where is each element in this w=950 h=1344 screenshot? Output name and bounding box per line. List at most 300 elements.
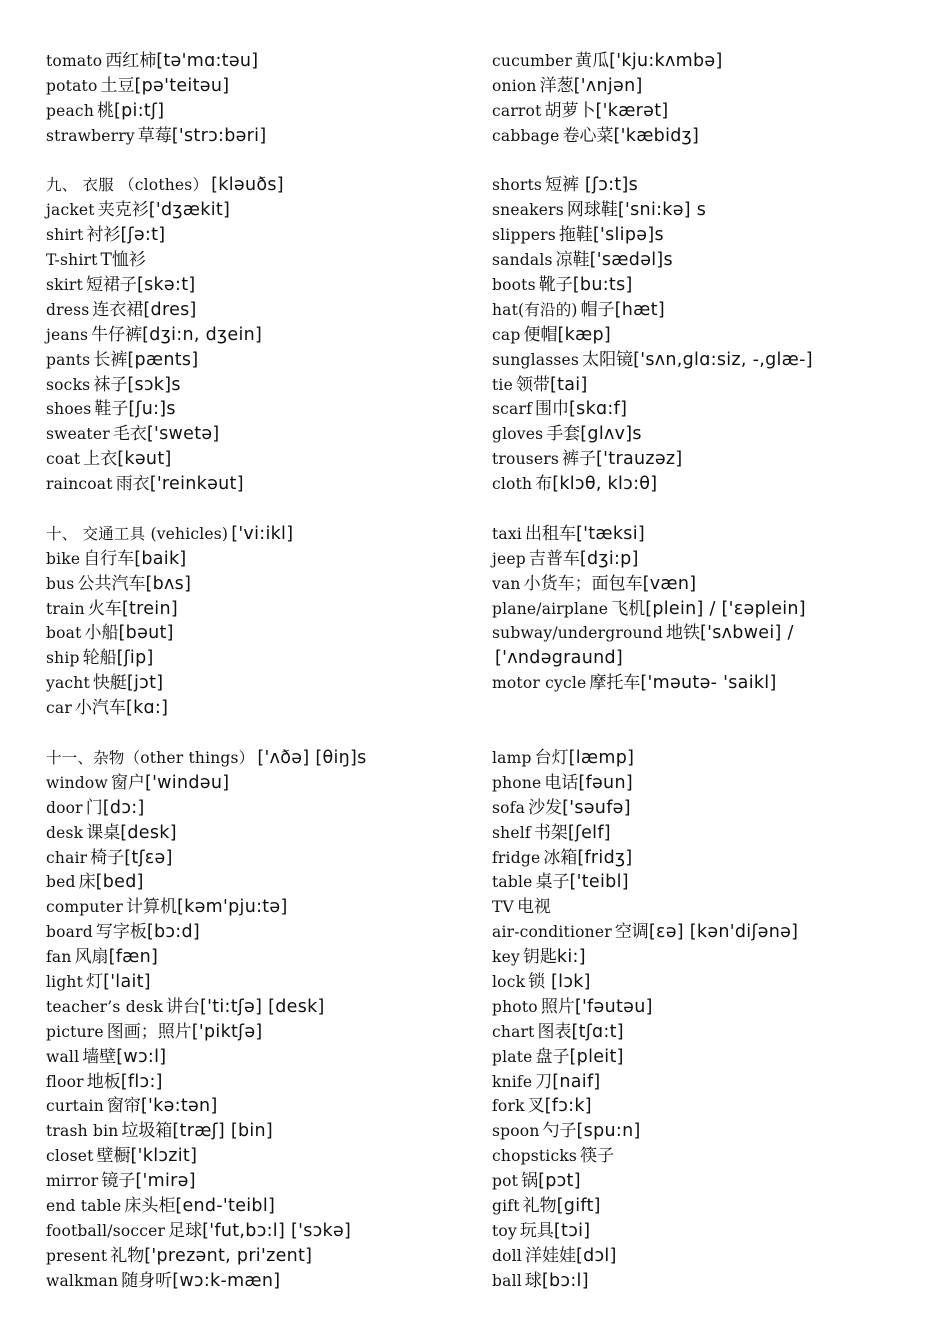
- english-word: train: [46, 599, 85, 618]
- chinese-meaning: 便帽: [523, 324, 558, 345]
- vocab-line: [46, 422, 476, 447]
- english-word: ball: [492, 1271, 522, 1290]
- chinese-meaning: 手套: [546, 424, 581, 445]
- chinese-meaning: 围巾: [535, 399, 570, 420]
- chinese-meaning: 图表: [537, 1021, 572, 1042]
- phonetic: ['səufə]: [562, 797, 631, 818]
- phonetic: [pə'teitəu]: [134, 75, 230, 96]
- blank-line: [492, 149, 942, 174]
- english-word: key: [492, 948, 520, 967]
- vocab-line: [46, 1269, 476, 1294]
- chinese-meaning: 窗帘: [106, 1096, 141, 1117]
- vocab-line: [492, 1144, 942, 1169]
- english-word: slippers: [492, 226, 556, 245]
- english-word: peach: [46, 101, 94, 120]
- phonetic: ['sædəl]s: [589, 250, 673, 271]
- blank-line: [492, 497, 942, 522]
- phonetic: [sɔk]s: [127, 374, 181, 395]
- english-word: curtain: [46, 1097, 104, 1116]
- left-column: [46, 49, 476, 1294]
- english-word: trash bin: [46, 1122, 119, 1141]
- english-word: boat: [46, 624, 82, 643]
- chinese-meaning: 台灯: [534, 747, 569, 768]
- phonetic: [pɔt]: [538, 1171, 581, 1192]
- phonetic: [kæp]: [557, 324, 612, 345]
- vocab-line: [46, 124, 476, 149]
- english-word: 十一、杂物（other things）: [46, 748, 255, 767]
- vocab-line: [46, 547, 476, 572]
- chinese-meaning: 电话: [544, 772, 579, 793]
- phonetic: ['piktʃə]: [191, 1021, 263, 1042]
- vocab-line: [492, 1094, 942, 1119]
- chinese-meaning: 图画；照片: [106, 1021, 192, 1042]
- phonetic: ['məutə- 'saikl]: [640, 673, 777, 694]
- vocab-line: [492, 223, 942, 248]
- vocab-line: [46, 397, 476, 422]
- english-word: desk: [46, 823, 84, 842]
- chinese-meaning: 刀: [535, 1071, 553, 1092]
- chinese-meaning: 玩具: [519, 1220, 554, 1241]
- english-word: van: [492, 574, 521, 593]
- english-word: door: [46, 798, 83, 817]
- phonetic: [ʃə:t]: [120, 225, 166, 246]
- vocab-line: [46, 248, 476, 273]
- english-word: shoes: [46, 400, 92, 419]
- vocab-line: [492, 621, 942, 646]
- english-word: motor cycle: [492, 674, 587, 693]
- phonetic: ['swetə]: [146, 424, 220, 445]
- chinese-meaning: 桃: [97, 100, 114, 121]
- vocab-line: [46, 1045, 476, 1070]
- english-word: socks: [46, 375, 91, 394]
- chinese-meaning: 盘子: [535, 1046, 570, 1067]
- chinese-meaning: 凉鞋: [555, 250, 590, 271]
- vocab-line: [492, 447, 942, 472]
- phonetic: [tə'mɑ:təu]: [156, 51, 259, 71]
- chinese-meaning: T恤衫: [100, 250, 146, 271]
- chinese-meaning: 黄瓜: [575, 51, 610, 71]
- phonetic: ['ʌndəgraund]: [495, 648, 624, 669]
- chinese-meaning: 书架: [533, 822, 568, 843]
- vocab-line: [492, 472, 942, 497]
- phonetic: [skə:t]: [136, 275, 196, 296]
- phonetic: [fəun]: [578, 772, 633, 793]
- english-word: light: [46, 972, 84, 991]
- vocab-line: [46, 198, 476, 223]
- english-word: sandals: [492, 251, 553, 270]
- english-word: photo: [492, 997, 538, 1016]
- phonetic: [kəm'pju:tə]: [177, 897, 288, 918]
- vocab-line: [492, 945, 942, 970]
- english-word: dress: [46, 300, 90, 319]
- phonetic: [dɔl]: [575, 1245, 617, 1266]
- phonetic: [flɔ:]: [120, 1071, 163, 1092]
- chinese-meaning: 毛衣: [112, 424, 147, 445]
- english-word: onion: [492, 76, 537, 95]
- phonetic: [ʃɔ:t]s: [579, 175, 639, 196]
- english-word: knife: [492, 1072, 533, 1091]
- vocab-line: [492, 49, 942, 74]
- chinese-meaning: 礼物: [522, 1195, 557, 1216]
- phonetic: [ʃip]: [116, 648, 154, 669]
- vocab-line: [492, 821, 942, 846]
- vocab-line: [46, 1144, 476, 1169]
- english-word: closet: [46, 1147, 94, 1166]
- phonetic: [ɛə] [kən'diʃənə]: [648, 922, 799, 943]
- vocab-line: [492, 1219, 942, 1244]
- phonetic: [kləuðs]: [211, 175, 284, 196]
- chinese-meaning: 洋娃娃: [524, 1245, 576, 1266]
- english-word: wall: [46, 1047, 80, 1066]
- phonetic: [væn]: [642, 573, 697, 594]
- chinese-meaning: 吉普车: [528, 548, 580, 569]
- english-word: lamp: [492, 748, 532, 767]
- blank-line: [46, 497, 476, 522]
- phonetic: [bəut]: [118, 623, 174, 644]
- chinese-meaning: 出租车: [524, 523, 576, 544]
- english-word: pants: [46, 350, 91, 369]
- vocab-line: [46, 273, 476, 298]
- phonetic: [fæn]: [108, 947, 159, 968]
- chinese-meaning: 飞机: [611, 598, 646, 619]
- vocab-line: [46, 821, 476, 846]
- chinese-meaning: 胡萝卜: [544, 100, 596, 121]
- vocab-line: [492, 895, 942, 920]
- vocab-line: [46, 99, 476, 124]
- english-word: phone: [492, 773, 542, 792]
- english-word: table: [492, 873, 533, 892]
- vocab-line: [46, 1020, 476, 1045]
- chinese-meaning: 夹克衫: [97, 200, 149, 221]
- english-word: jeans: [46, 325, 89, 344]
- blank-line: [46, 721, 476, 746]
- chinese-meaning: 公共汽车: [77, 573, 146, 594]
- vocab-line: [492, 99, 942, 124]
- phonetic: ['dʒækit]: [148, 200, 231, 221]
- phonetic: [tʃɛə]: [124, 847, 173, 868]
- english-word: chair: [46, 848, 88, 867]
- chinese-meaning: 小汽车: [74, 698, 126, 719]
- chinese-meaning: 上衣: [83, 449, 118, 470]
- english-word: skirt: [46, 276, 83, 295]
- phonetic: [dres]: [143, 299, 197, 320]
- english-word: 十、 交通工具 (vehicles): [46, 524, 229, 543]
- vocab-line: [46, 771, 476, 796]
- english-word: yacht: [46, 674, 90, 693]
- phonetic: ['ʌðə] [θiŋ]s: [257, 747, 367, 768]
- vocab-line: [46, 373, 476, 398]
- english-word: air-conditioner: [492, 923, 612, 942]
- vocab-line: [46, 1094, 476, 1119]
- vocab-line: [492, 597, 942, 622]
- english-word: cap: [492, 325, 521, 344]
- english-word: taxi: [492, 524, 522, 543]
- blank-line: [492, 721, 942, 746]
- phonetic: ['windəu]: [144, 772, 230, 793]
- vocab-line: [492, 1045, 942, 1070]
- chinese-meaning: 沙发: [528, 797, 563, 818]
- vocab-line: [46, 1244, 476, 1269]
- phonetic: [gift]: [556, 1195, 601, 1216]
- chinese-meaning: 镜子: [101, 1171, 136, 1192]
- phonetic: [træʃ] [bin]: [172, 1121, 274, 1142]
- english-word: raincoat: [46, 475, 113, 494]
- vocab-line: [492, 920, 942, 945]
- phonetic: [end-'teibl]: [175, 1195, 276, 1216]
- english-word: mirror: [46, 1172, 99, 1191]
- vocab-line: [46, 298, 476, 323]
- vocab-line: [492, 248, 942, 273]
- vocab-line: [492, 1169, 942, 1194]
- vocab-line: [46, 74, 476, 99]
- vocab-line: [46, 920, 476, 945]
- phonetic: ['kæbidʒ]: [613, 125, 700, 146]
- vocab-line: [46, 173, 476, 198]
- phonetic: [ʃelf]: [567, 822, 611, 843]
- phonetic: ['kə:tən]: [140, 1096, 218, 1117]
- english-word: scarf: [492, 400, 533, 419]
- english-word: cucumber: [492, 52, 573, 70]
- chinese-meaning: 西红柿: [105, 51, 157, 71]
- chinese-meaning: 摩托车: [589, 673, 641, 694]
- vocab-line: [46, 472, 476, 497]
- english-word: hat(有沿的): [492, 300, 578, 319]
- vocab-line: [46, 1219, 476, 1244]
- phonetic: [hæt]: [614, 299, 665, 320]
- vocab-line: [46, 945, 476, 970]
- english-word: TV: [492, 898, 514, 917]
- chinese-meaning: 锅: [521, 1171, 539, 1192]
- english-word: board: [46, 923, 93, 942]
- chinese-meaning: 土豆: [100, 75, 135, 96]
- vocab-line: [46, 572, 476, 597]
- phonetic: [fɔ:k]: [544, 1096, 592, 1117]
- chinese-meaning: 草莓: [137, 125, 172, 146]
- vocab-line: [46, 348, 476, 373]
- phonetic: [pænts]: [127, 349, 199, 370]
- english-word: boots: [492, 276, 536, 295]
- chinese-meaning: 帽子: [580, 299, 615, 320]
- blank-line: [46, 149, 476, 174]
- phonetic: [klɔθ, klɔ:θ]: [552, 474, 658, 495]
- phonetic: [fridʒ]: [577, 847, 633, 868]
- chinese-meaning: 课桌: [86, 822, 121, 843]
- phonetic: ['kju:kʌmbə]: [609, 51, 723, 71]
- phonetic: [wɔ:k-mæn]: [172, 1270, 281, 1291]
- english-word: present: [46, 1246, 108, 1265]
- chinese-meaning: 网球鞋: [566, 200, 618, 221]
- phonetic: [baik]: [134, 548, 187, 569]
- vocab-line: [46, 621, 476, 646]
- blank-line: [492, 696, 942, 721]
- chinese-meaning: 洋葱: [539, 75, 574, 96]
- phonetic: [ʃu:]s: [128, 399, 176, 420]
- vocab-line: [492, 746, 942, 771]
- vocab-line: [46, 995, 476, 1020]
- chinese-meaning: 床头柜: [124, 1195, 176, 1216]
- english-word: toy: [492, 1221, 517, 1240]
- vocab-line: [46, 1194, 476, 1219]
- phonetic: [bɔ:l]: [541, 1270, 589, 1291]
- phonetic: ['fəutəu]: [574, 996, 653, 1017]
- phonetic: [bed]: [95, 872, 144, 893]
- vocab-line: [46, 846, 476, 871]
- english-word: shelf: [492, 823, 531, 842]
- vocab-line: [492, 646, 942, 671]
- chinese-meaning: 叉: [527, 1096, 545, 1117]
- chinese-meaning: 窗户: [110, 772, 145, 793]
- chinese-meaning: 门: [85, 797, 103, 818]
- phonetic: ['strɔ:bəri]: [171, 125, 267, 146]
- phonetic: [skɑ:f]: [569, 399, 628, 420]
- phonetic: ['sʌbwei] /: [699, 623, 794, 644]
- chinese-meaning: 拖鞋: [558, 225, 593, 246]
- chinese-meaning: 礼物: [110, 1245, 145, 1266]
- phonetic: ['sʌn,glɑ:siz, -,glæ-]: [633, 349, 813, 370]
- chinese-meaning: 球: [524, 1270, 542, 1291]
- phonetic: ['ti:tʃə] [desk]: [199, 996, 325, 1017]
- chinese-meaning: 计算机: [126, 897, 178, 918]
- vocab-line: [492, 995, 942, 1020]
- chinese-meaning: 衬衫: [86, 225, 121, 246]
- vocab-line: [492, 298, 942, 323]
- phonetic: ['mirə]: [135, 1171, 196, 1192]
- english-word: sofa: [492, 798, 526, 817]
- english-word: cabbage: [492, 126, 560, 145]
- chinese-meaning: 领带: [515, 374, 550, 395]
- phonetic: [tai]: [549, 374, 588, 395]
- phonetic: [jɔt]: [126, 673, 164, 694]
- english-word: end table: [46, 1196, 122, 1215]
- english-word: walkman: [46, 1271, 119, 1290]
- phonetic: [kɑ:]: [125, 698, 169, 719]
- english-word: T-shirt: [46, 251, 98, 270]
- english-word: fork: [492, 1097, 525, 1116]
- english-word: floor: [46, 1072, 84, 1091]
- phonetic: [bu:ts]: [572, 275, 633, 296]
- english-word: bike: [46, 549, 81, 568]
- english-word: 九、 衣服 （clothes）: [46, 176, 209, 195]
- english-word: doll: [492, 1246, 522, 1265]
- chinese-meaning: 电视: [516, 897, 551, 918]
- chinese-meaning: 小货车；面包车: [523, 573, 643, 594]
- phonetic: [naif]: [552, 1071, 601, 1092]
- vocab-line: [492, 1119, 942, 1144]
- vocab-line: [492, 1269, 942, 1294]
- vocab-line: [46, 895, 476, 920]
- chinese-meaning: 桌子: [535, 872, 570, 893]
- vocab-line: [492, 671, 942, 696]
- chinese-meaning: 照片: [540, 996, 575, 1017]
- chinese-meaning: 太阳镜: [582, 349, 634, 370]
- phonetic: [dɔ:]: [102, 797, 145, 818]
- english-word: gift: [492, 1196, 520, 1215]
- phonetic: [desk]: [120, 822, 177, 843]
- vocab-line: [46, 671, 476, 696]
- english-word: plane/airplane: [492, 599, 609, 618]
- chinese-meaning: 布: [535, 474, 553, 495]
- english-word: fan: [46, 948, 72, 967]
- english-word: carrot: [492, 101, 542, 120]
- vocab-line: [492, 1020, 942, 1045]
- vocab-line: [46, 223, 476, 248]
- phonetic: [pi:tʃ]: [114, 100, 165, 121]
- chinese-meaning: 椅子: [90, 847, 125, 868]
- english-word: sneakers: [492, 201, 564, 220]
- phonetic: ['slipə]s: [592, 225, 664, 246]
- english-word: picture: [46, 1022, 104, 1041]
- phonetic: ['kærət]: [595, 100, 669, 121]
- chinese-meaning: 短裤: [545, 175, 580, 196]
- vocab-line: [46, 746, 476, 771]
- chinese-meaning: 随身听: [121, 1270, 173, 1291]
- chinese-meaning: 勺子: [542, 1121, 577, 1142]
- chinese-meaning: 垃圾箱: [121, 1121, 173, 1142]
- vocab-line: [492, 771, 942, 796]
- english-word: sweater: [46, 425, 110, 444]
- phonetic: ['vi:ikl]: [231, 523, 294, 544]
- vocab-line: [492, 273, 942, 298]
- chinese-meaning: 鞋子: [94, 399, 129, 420]
- chinese-meaning: 自行车: [83, 548, 135, 569]
- vocab-line: [46, 49, 476, 74]
- phonetic: ki:]: [556, 947, 586, 968]
- vocab-line: [492, 397, 942, 422]
- english-word: ship: [46, 649, 80, 668]
- english-word: window: [46, 773, 108, 792]
- chinese-meaning: 钥匙: [522, 947, 557, 968]
- chinese-meaning: 地铁: [665, 623, 700, 644]
- phonetic: [tʃɑ:t]: [571, 1021, 624, 1042]
- english-word: coat: [46, 450, 81, 469]
- phonetic: [dʒi:p]: [579, 548, 639, 569]
- vocab-line: [492, 870, 942, 895]
- phonetic: [pleit]: [569, 1046, 624, 1067]
- phonetic: [tɔi]: [553, 1220, 591, 1241]
- phonetic: ['tæksi]: [575, 523, 645, 544]
- phonetic: ['klɔzit]: [130, 1146, 198, 1167]
- vocab-line: [492, 970, 942, 995]
- vocab-line: [492, 1194, 942, 1219]
- phonetic: ['lait]: [103, 971, 151, 992]
- vocab-line: [46, 447, 476, 472]
- phonetic: [bɔ:d]: [146, 922, 201, 943]
- chinese-meaning: 床: [78, 872, 96, 893]
- vocab-line: [46, 870, 476, 895]
- chinese-meaning: 空调: [614, 922, 649, 943]
- english-word: strawberry: [46, 126, 135, 145]
- vocab-line: [46, 646, 476, 671]
- english-word: shorts: [492, 176, 543, 195]
- phonetic: ['teibl]: [569, 872, 629, 893]
- chinese-meaning: 卷心菜: [562, 125, 614, 146]
- vocab-line: [492, 198, 942, 223]
- chinese-meaning: 风扇: [74, 947, 109, 968]
- vocab-line: [46, 696, 476, 721]
- chinese-meaning: 足球: [168, 1220, 203, 1241]
- vocab-line: [492, 1070, 942, 1095]
- chinese-meaning: 冰箱: [543, 847, 578, 868]
- chinese-meaning: 灯: [86, 971, 104, 992]
- chinese-meaning: 筷子: [580, 1146, 615, 1167]
- phonetic: ['reinkəut]: [149, 474, 244, 495]
- english-word: bus: [46, 574, 75, 593]
- english-word: subway/underground: [492, 624, 663, 643]
- chinese-meaning: 裤子: [562, 449, 597, 470]
- vocab-line: [492, 572, 942, 597]
- chinese-meaning: 快艇: [92, 673, 127, 694]
- chinese-meaning: 轮船: [82, 648, 117, 669]
